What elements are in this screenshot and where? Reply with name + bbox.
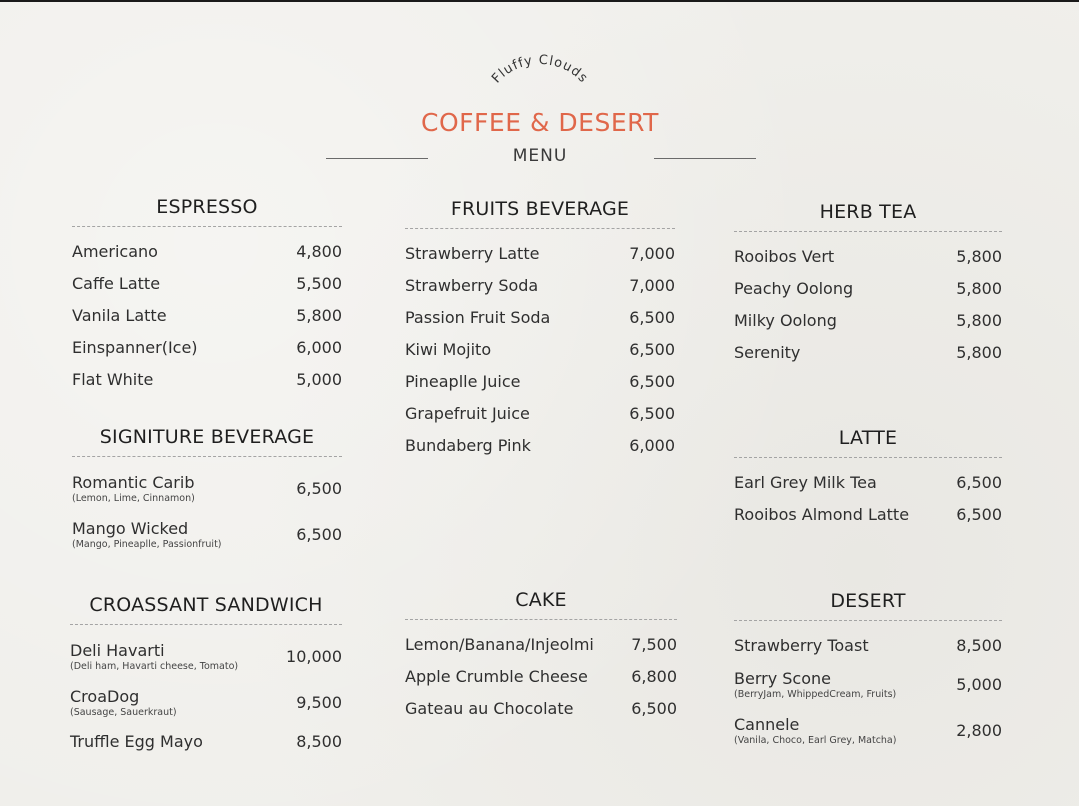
item-name: Berry Scone bbox=[734, 668, 831, 688]
item-price: 4,800 bbox=[296, 241, 342, 261]
item-price: 9,500 bbox=[296, 692, 342, 712]
menu-item bbox=[72, 235, 342, 267]
item-price: 6,500 bbox=[629, 307, 675, 327]
menu-item bbox=[70, 725, 342, 757]
section-title: ESPRESSO bbox=[156, 196, 258, 218]
menu-item bbox=[70, 633, 342, 679]
item-price: 5,800 bbox=[956, 246, 1002, 266]
section-divider bbox=[72, 456, 342, 457]
item-name: Rooibos Vert bbox=[734, 246, 835, 266]
item-price: 6,000 bbox=[629, 435, 675, 455]
item-price: 6,500 bbox=[296, 478, 342, 498]
menu-item bbox=[405, 692, 677, 724]
section-title: HERB TEA bbox=[819, 201, 917, 223]
item-name: Bundaberg Pink bbox=[405, 435, 531, 455]
item-name: Grapefruit Juice bbox=[405, 403, 530, 423]
menu-item bbox=[72, 331, 342, 363]
menu-item bbox=[734, 240, 1002, 272]
section-title: DESERT bbox=[830, 590, 906, 612]
item-price: 2,800 bbox=[956, 720, 1002, 740]
item-price: 6,800 bbox=[631, 666, 677, 686]
item-name: Strawberry Soda bbox=[405, 275, 539, 295]
section-divider bbox=[405, 619, 677, 620]
menu-item bbox=[734, 466, 1002, 498]
header-divider-right bbox=[654, 158, 756, 159]
item-name: Gateau au Chocolate bbox=[405, 698, 574, 718]
item-price: 5,500 bbox=[296, 273, 342, 293]
section-title: CAKE bbox=[515, 589, 567, 611]
item-name: Milky Oolong bbox=[734, 310, 837, 330]
item-name: Earl Grey Milk Tea bbox=[734, 472, 877, 492]
section-herb-tea bbox=[734, 201, 1002, 368]
item-price: 6,500 bbox=[629, 339, 675, 359]
item-name: Apple Crumble Cheese bbox=[405, 666, 588, 686]
menu-subtitle: MENU bbox=[512, 146, 568, 166]
section-latte bbox=[734, 427, 1002, 530]
section-cake bbox=[405, 589, 677, 724]
item-name: Strawberry Toast bbox=[734, 635, 869, 655]
menu-item bbox=[734, 661, 1002, 707]
item-price: 5,800 bbox=[296, 305, 342, 325]
section-espresso bbox=[72, 196, 342, 395]
section-croassant-sandwich bbox=[70, 594, 342, 757]
item-description: (Lemon, Lime, Cinnamon) bbox=[72, 492, 195, 504]
item-price: 7,500 bbox=[631, 634, 677, 654]
tagline-text: Fluffy Clouds bbox=[489, 52, 591, 87]
item-name: Romantic Carib bbox=[72, 472, 195, 492]
menu-item bbox=[405, 365, 675, 397]
item-name: Rooibos Almond Latte bbox=[734, 504, 910, 524]
menu-item bbox=[405, 429, 675, 461]
menu-item bbox=[405, 269, 675, 301]
menu-item bbox=[405, 660, 677, 692]
menu-item bbox=[72, 267, 342, 299]
menu-item bbox=[405, 333, 675, 365]
item-description: (Mango, Pineaplle, Passionfruit) bbox=[72, 538, 222, 550]
item-name: Mango Wicked bbox=[72, 518, 189, 538]
item-price: 6,500 bbox=[631, 698, 677, 718]
item-name: Americano bbox=[72, 241, 158, 261]
menu-item bbox=[734, 629, 1002, 661]
item-price: 5,000 bbox=[956, 674, 1002, 694]
item-price: 8,500 bbox=[956, 635, 1002, 655]
item-price: 8,500 bbox=[296, 731, 342, 751]
item-name: Einspanner(Ice) bbox=[72, 337, 198, 357]
item-price: 5,800 bbox=[956, 342, 1002, 362]
item-price: 5,800 bbox=[956, 278, 1002, 298]
item-price: 5,800 bbox=[956, 310, 1002, 330]
section-signiture-beverage bbox=[72, 426, 342, 557]
item-name: Cannele bbox=[734, 714, 800, 734]
menu-item bbox=[734, 707, 1002, 753]
item-name: Flat White bbox=[72, 369, 154, 389]
section-divider bbox=[734, 231, 1002, 232]
section-desert bbox=[734, 590, 1002, 753]
header-divider-left bbox=[326, 158, 428, 159]
item-price: 6,500 bbox=[296, 524, 342, 544]
item-name: Caffe Latte bbox=[72, 273, 161, 293]
item-description: (Vanila, Choco, Earl Grey, Matcha) bbox=[734, 734, 897, 746]
section-divider bbox=[405, 228, 675, 229]
item-price: 6,000 bbox=[296, 337, 342, 357]
item-description: (BerryJam, WhippedCream, Fruits) bbox=[734, 688, 897, 700]
menu-item bbox=[734, 304, 1002, 336]
item-name: CroaDog bbox=[70, 686, 140, 706]
menu-item bbox=[72, 363, 342, 395]
item-description: (Deli ham, Havarti cheese, Tomato) bbox=[70, 660, 239, 672]
section-title: FRUITS BEVERAGE bbox=[450, 198, 630, 220]
item-price: 7,000 bbox=[629, 275, 675, 295]
item-price: 5,000 bbox=[296, 369, 342, 389]
item-price: 6,500 bbox=[629, 371, 675, 391]
menu-item bbox=[734, 336, 1002, 368]
section-divider bbox=[734, 457, 1002, 458]
item-name: Peachy Oolong bbox=[734, 278, 854, 298]
menu-item bbox=[72, 465, 342, 511]
brand-title: COFFEE & DESERT bbox=[421, 108, 659, 137]
menu-item bbox=[405, 628, 677, 660]
item-name: Serenity bbox=[734, 342, 801, 362]
section-divider bbox=[734, 620, 1002, 621]
section-title: CROASSANT SANDWICH bbox=[89, 594, 323, 616]
menu-item bbox=[734, 498, 1002, 530]
item-name: Passion Fruit Soda bbox=[405, 307, 551, 327]
item-price: 6,500 bbox=[956, 504, 1002, 524]
item-name: Kiwi Mojito bbox=[405, 339, 492, 359]
menu-item bbox=[70, 679, 342, 725]
item-price: 10,000 bbox=[286, 646, 342, 666]
section-fruits-beverage bbox=[405, 198, 675, 461]
menu-item bbox=[734, 272, 1002, 304]
item-name: Vanila Latte bbox=[72, 305, 167, 325]
item-name: Lemon/Banana/Injeolmi bbox=[405, 634, 594, 654]
menu-item bbox=[405, 397, 675, 429]
section-divider bbox=[72, 226, 342, 227]
item-name: Pineaplle Juice bbox=[405, 371, 521, 391]
item-description: (Sausage, Sauerkraut) bbox=[70, 706, 177, 718]
section-title: SIGNITURE BEVERAGE bbox=[99, 426, 315, 448]
section-title: LATTE bbox=[838, 427, 898, 449]
menu-item bbox=[72, 299, 342, 331]
item-price: 6,500 bbox=[956, 472, 1002, 492]
menu-item bbox=[72, 511, 342, 557]
item-name: Deli Havarti bbox=[70, 640, 165, 660]
menu-item bbox=[405, 237, 675, 269]
item-name: Truffle Egg Mayo bbox=[70, 731, 203, 751]
item-price: 7,000 bbox=[629, 243, 675, 263]
item-name: Strawberry Latte bbox=[405, 243, 540, 263]
menu-item bbox=[405, 301, 675, 333]
item-price: 6,500 bbox=[629, 403, 675, 423]
section-divider bbox=[70, 624, 342, 625]
